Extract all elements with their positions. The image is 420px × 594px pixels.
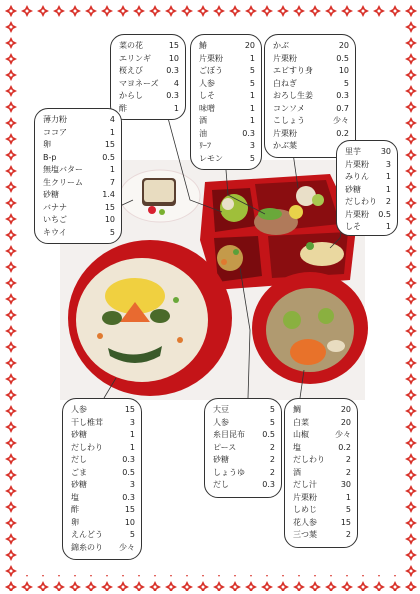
ingredient-row <box>71 404 135 417</box>
ingredient-qty: 2 <box>269 442 275 452</box>
ingredient-row <box>293 504 351 517</box>
ingredient-qty: 4 <box>109 115 115 124</box>
ingredient-qty: 2 <box>345 530 351 539</box>
ingredient-row <box>273 78 349 91</box>
ingredient-qty: 0.7 <box>336 103 349 113</box>
ingredient-qty: 1 <box>249 91 255 100</box>
ingredient-qty: 0.2 <box>338 442 351 452</box>
ingredient-qty: 5 <box>343 78 349 88</box>
ingredient-qty: 少々 <box>333 116 349 125</box>
ingredient-name: しょうゆ <box>213 467 245 477</box>
ingredient-qty: 7 <box>109 177 115 187</box>
ingredient-qty: 15 <box>124 405 135 414</box>
ingredient-row <box>273 90 349 103</box>
ingredient-qty: 10 <box>338 66 349 75</box>
ingredient-qty: 4 <box>173 78 179 88</box>
ingredient-qty: 0.2 <box>336 128 349 138</box>
ingredient-qty: 1 <box>109 127 115 137</box>
ingredient-row <box>43 189 115 202</box>
ingredient-row <box>273 115 349 128</box>
ingredient-qty: 5 <box>129 530 135 539</box>
ingredient-name: ピース <box>213 442 237 452</box>
ingredient-row <box>345 171 391 184</box>
ingredient-name: コンソメ <box>273 103 305 113</box>
ingredient-row <box>43 164 115 177</box>
ingredient-qty: 15 <box>124 505 135 514</box>
ingredient-name: 酒 <box>199 116 207 125</box>
ingredient-row <box>199 153 255 166</box>
ingredient-name: 白ねぎ <box>273 78 297 88</box>
ingredient-name: 山椒 <box>293 430 309 439</box>
ingredient-card-beans <box>204 398 282 498</box>
ingredient-row <box>213 429 275 442</box>
ingredient-name: かぶ <box>273 41 289 50</box>
ingredient-row <box>199 65 255 78</box>
ingredient-qty: 0.5 <box>102 152 115 162</box>
ingredient-qty: 20 <box>340 405 351 414</box>
ingredient-row <box>293 417 351 430</box>
ingredient-row <box>345 146 391 159</box>
ingredient-qty: 10 <box>168 53 179 63</box>
ingredient-row <box>345 209 391 222</box>
ingredient-name: しめじ <box>293 505 317 514</box>
ingredient-qty: 5 <box>249 66 255 75</box>
ingredient-name: 片栗粉 <box>293 492 317 502</box>
ingredient-qty: 0.5 <box>262 430 275 439</box>
ingredient-row <box>199 53 255 66</box>
ingredient-name: 味噌 <box>199 103 215 113</box>
ingredient-qty: 1 <box>249 116 255 125</box>
ingredient-qty: 1 <box>249 103 255 113</box>
ingredient-name: だしわり <box>345 197 377 206</box>
ingredient-row <box>273 53 349 66</box>
ingredient-row <box>293 467 351 480</box>
ingredient-row <box>199 90 255 103</box>
ingredient-qty: 2 <box>345 467 351 477</box>
ingredient-row <box>71 504 135 517</box>
card-rows <box>199 40 255 165</box>
ingredient-qty: 5 <box>345 505 351 514</box>
ingredient-row <box>293 529 351 542</box>
ingredient-name: 人参 <box>213 417 229 427</box>
ingredient-name: 人参 <box>71 405 87 414</box>
ingredient-card-nanohana <box>110 34 186 120</box>
ingredient-qty: 2 <box>345 455 351 464</box>
ingredient-name: からし <box>119 91 143 100</box>
ingredient-qty: 1 <box>173 103 179 113</box>
ingredient-row <box>71 417 135 430</box>
ingredient-name: 砂糖 <box>43 190 59 199</box>
ingredient-row <box>43 127 115 140</box>
ingredient-name: だし <box>213 480 229 489</box>
ingredient-qty: 0.3 <box>242 128 255 138</box>
ingredient-row <box>71 479 135 492</box>
ingredient-row <box>43 202 115 215</box>
ingredient-name: ﾘｰﾌ <box>199 141 211 150</box>
ingredient-qty: 10 <box>104 215 115 224</box>
ingredient-name: 菜の花 <box>119 41 143 50</box>
ingredient-row <box>71 429 135 442</box>
ingredient-row <box>43 139 115 152</box>
ingredient-row <box>71 454 135 467</box>
ingredient-name: 塩 <box>71 492 79 502</box>
ingredient-row <box>293 479 351 492</box>
ingredient-qty: 0.5 <box>336 53 349 63</box>
ingredient-name: レモン <box>199 153 223 163</box>
ingredient-name: 卵 <box>71 517 79 527</box>
ingredient-qty: 30 <box>380 147 391 156</box>
ingredient-name: 鰆 <box>199 41 207 50</box>
ingredient-name: 酢 <box>119 103 127 113</box>
ingredient-qty: 1 <box>109 165 115 174</box>
ingredient-qty: 2 <box>269 467 275 477</box>
ingredient-name: 油 <box>199 128 207 138</box>
ingredient-name: 無塩バター <box>43 165 83 174</box>
ingredient-name: 片栗粉 <box>273 53 297 63</box>
ingredient-name: おろし生姜 <box>273 91 313 100</box>
ingredient-row <box>43 227 115 240</box>
ingredient-qty: 20 <box>340 417 351 427</box>
ingredient-row <box>119 90 179 103</box>
ingredient-name: エリンギ <box>119 53 151 63</box>
ingredient-row <box>199 78 255 91</box>
ingredient-name: ごま <box>71 467 87 477</box>
ingredient-row <box>213 417 275 430</box>
ingredient-row <box>213 467 275 480</box>
ingredient-name: 塩 <box>293 442 301 452</box>
ingredient-qty: 15 <box>168 41 179 50</box>
ingredient-row <box>71 517 135 530</box>
ingredient-name: キウイ <box>43 227 67 237</box>
ingredient-qty: 少々 <box>335 430 351 439</box>
card-rows <box>345 146 391 234</box>
ingredient-qty: 20 <box>338 41 349 50</box>
ingredient-name: エビすり身 <box>273 66 313 75</box>
ingredient-row <box>345 196 391 209</box>
ingredient-qty: 1 <box>129 442 135 452</box>
ingredient-qty: 1 <box>385 222 391 231</box>
ingredient-qty: 1 <box>249 53 255 63</box>
ingredient-row <box>199 128 255 141</box>
ingredient-row <box>71 542 135 555</box>
ingredient-name: 酢 <box>71 505 79 514</box>
ingredient-row <box>273 40 349 53</box>
ingredient-name: 糸目昆布 <box>213 430 245 439</box>
ingredient-row <box>293 429 351 442</box>
ingredient-name: 三つ葉 <box>293 530 317 539</box>
ingredient-qty: 1 <box>385 184 391 194</box>
ingredient-name: 生クリーム <box>43 177 83 187</box>
ingredient-name: 鯛 <box>293 405 301 414</box>
ingredient-name: 薄力粉 <box>43 115 67 124</box>
ingredient-row <box>213 454 275 467</box>
ingredient-name: 里芋 <box>345 147 361 156</box>
ingredient-row <box>293 454 351 467</box>
ingredient-qty: 5 <box>269 417 275 427</box>
ingredient-row <box>293 492 351 505</box>
ingredient-qty: 1 <box>129 430 135 439</box>
ingredient-qty: 0.5 <box>378 209 391 219</box>
ingredient-card-cake <box>34 108 122 244</box>
ingredient-row <box>119 53 179 66</box>
ingredient-name: 片栗粉 <box>345 159 369 169</box>
ingredient-name: 砂糖 <box>213 455 229 464</box>
ingredient-qty: 20 <box>244 41 255 50</box>
ingredient-name: しそ <box>345 222 361 231</box>
ingredient-name: 砂糖 <box>71 480 87 489</box>
ingredient-row <box>199 103 255 116</box>
ingredient-qty: 2 <box>385 197 391 206</box>
ingredient-name: B-p <box>43 152 57 162</box>
ingredient-name: かぶ葉 <box>273 141 297 150</box>
ingredient-name: ココア <box>43 127 67 137</box>
ingredient-row <box>345 159 391 172</box>
ingredient-qty: 15 <box>104 140 115 149</box>
ingredient-name: 卵 <box>43 140 51 149</box>
ingredient-row <box>199 140 255 153</box>
ingredient-name: 錦糸のり <box>71 542 103 552</box>
ingredient-qty: 15 <box>340 517 351 527</box>
ingredient-row <box>273 103 349 116</box>
ingredient-name: 桜えび <box>119 66 143 75</box>
ingredient-row <box>43 214 115 227</box>
ingredient-qty: 3 <box>385 159 391 169</box>
ingredient-row <box>199 115 255 128</box>
ingredient-name: 白菜 <box>293 417 309 427</box>
card-rows <box>273 40 349 153</box>
card-rows <box>213 404 275 492</box>
ingredient-name: 酒 <box>293 467 301 477</box>
ingredient-row <box>119 65 179 78</box>
card-rows <box>71 404 135 554</box>
ingredient-row <box>213 479 275 492</box>
ingredient-name: 大豆 <box>213 405 229 414</box>
ingredient-name: だし <box>71 455 87 464</box>
ingredient-card-soup <box>284 398 358 548</box>
card-rows <box>119 40 179 115</box>
ingredient-row <box>119 40 179 53</box>
ingredient-qty: 15 <box>104 202 115 212</box>
ingredient-name: だし汁 <box>293 480 317 489</box>
ingredient-qty: 5 <box>109 227 115 237</box>
ingredient-row <box>345 221 391 234</box>
ingredient-row <box>43 152 115 165</box>
ingredient-name: みりん <box>345 172 369 181</box>
ingredient-name: 干し椎茸 <box>71 417 103 427</box>
ingredient-name: マヨネーズ <box>119 78 159 88</box>
ingredient-qty: 0.3 <box>166 66 179 75</box>
ingredient-name: 砂糖 <box>345 184 361 194</box>
ingredient-row <box>119 78 179 91</box>
ingredient-row <box>119 103 179 116</box>
ingredient-card-kabu <box>264 34 356 158</box>
card-rows <box>43 114 115 239</box>
ingredient-card-satoimo <box>336 140 398 236</box>
ingredient-qty: 0.3 <box>122 455 135 464</box>
ingredient-qty: 3 <box>129 480 135 489</box>
ingredient-qty: 2 <box>269 455 275 464</box>
ingredient-qty: 0.3 <box>262 480 275 489</box>
ingredient-name: いちご <box>43 215 67 224</box>
ingredient-name: 砂糖 <box>71 430 87 439</box>
ingredient-row <box>293 442 351 455</box>
ingredient-row <box>293 517 351 530</box>
card-rows <box>293 404 351 542</box>
ingredient-name: えんどう <box>71 530 103 539</box>
ingredient-row <box>345 184 391 197</box>
ingredient-name: 片栗粉 <box>345 209 369 219</box>
ingredient-name: 片栗粉 <box>199 53 223 63</box>
ingredient-qty: 1.4 <box>102 190 115 199</box>
ingredient-card-sawara <box>190 34 262 170</box>
ingredient-qty: 3 <box>249 141 255 150</box>
ingredient-qty: 1 <box>385 172 391 181</box>
ingredient-name: だしわり <box>71 442 103 452</box>
ingredient-qty: 0.3 <box>122 492 135 502</box>
ingredient-qty: 0.3 <box>336 91 349 100</box>
ingredient-qty: 0.5 <box>122 467 135 477</box>
ingredient-name: 片栗粉 <box>273 128 297 138</box>
ingredient-name: しそ <box>199 91 215 100</box>
ingredient-qty: 30 <box>340 480 351 489</box>
ingredient-row <box>293 404 351 417</box>
ingredient-qty: 5 <box>269 405 275 414</box>
ingredient-name: バナナ <box>43 202 67 212</box>
ingredient-row <box>199 40 255 53</box>
ingredient-row <box>43 114 115 127</box>
ingredient-row <box>273 128 349 141</box>
ingredient-qty: 10 <box>124 517 135 527</box>
ingredient-row <box>71 442 135 455</box>
ingredient-row <box>71 492 135 505</box>
ingredient-row <box>213 404 275 417</box>
ingredient-row <box>213 442 275 455</box>
ingredient-qty: 少々 <box>119 542 135 552</box>
ingredient-name: 人参 <box>199 78 215 88</box>
ingredient-qty: 5 <box>249 78 255 88</box>
ingredient-qty: 5 <box>249 153 255 163</box>
ingredient-name: こしょう <box>273 116 305 125</box>
ingredient-qty: 1 <box>345 492 351 502</box>
ingredient-qty: 0.3 <box>166 91 179 100</box>
ingredient-name: 花人参 <box>293 517 317 527</box>
ingredient-row <box>43 177 115 190</box>
ingredient-name: だしわり <box>293 455 325 464</box>
ingredient-row <box>71 529 135 542</box>
ingredient-card-chirashi <box>62 398 142 560</box>
ingredient-name: ごぼう <box>199 66 223 75</box>
ingredient-qty: 3 <box>129 417 135 427</box>
ingredient-row <box>273 65 349 78</box>
ingredient-row <box>71 467 135 480</box>
